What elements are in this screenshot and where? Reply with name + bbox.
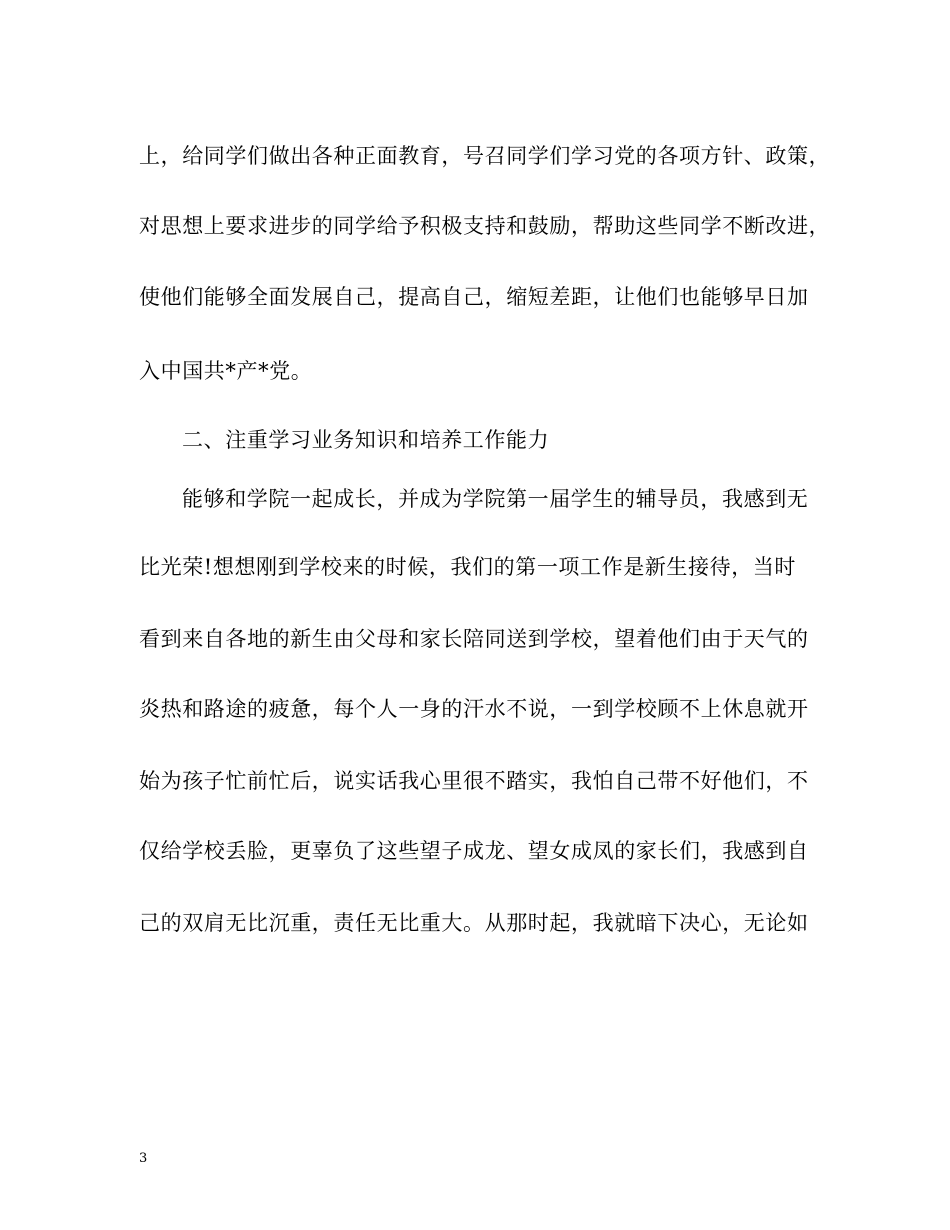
text-line: 始为孩子忙前忙后，说实话我心里很不踏实，我怕自己带不好他们，不 [139, 769, 809, 793]
text-line: 己的双肩无比沉重，责任无比重大。从那时起，我就暗下决心，无论如 [139, 911, 809, 935]
text-line: 对思想上要求进步的同学给予积极支持和鼓励，帮助这些同学不断改进， [139, 214, 831, 238]
section-heading: 二、注重学习业务知识和培养工作能力 [182, 428, 550, 452]
text-line: 看到来自各地的新生由父母和家长陪同送到学校，望着他们由于天气的 [139, 627, 809, 651]
text-line: 使他们能够全面发展自己，提高自己，缩短差距，让他们也能够早日加 [139, 285, 809, 309]
text-line: 比光荣!想想刚到学校来的时候，我们的第一项工作是新生接待，当时 [139, 555, 797, 579]
text-line: 入中国共*产*党。 [139, 359, 313, 383]
text-line: 炎热和路途的疲惫，每个人一身的汗水不说，一到学校顾不上休息就开 [139, 697, 809, 721]
page-number: 3 [139, 1151, 148, 1166]
text-line: 能够和学院一起成长，并成为学院第一届学生的辅导员，我感到无 [182, 487, 809, 511]
text-line: 上，给同学们做出各种正面教育，号召同学们学习党的各项方针、政策， [139, 144, 831, 168]
text-line: 仅给学校丢脸，更辜负了这些望子成龙、望女成凤的家长们，我感到自 [139, 839, 809, 863]
